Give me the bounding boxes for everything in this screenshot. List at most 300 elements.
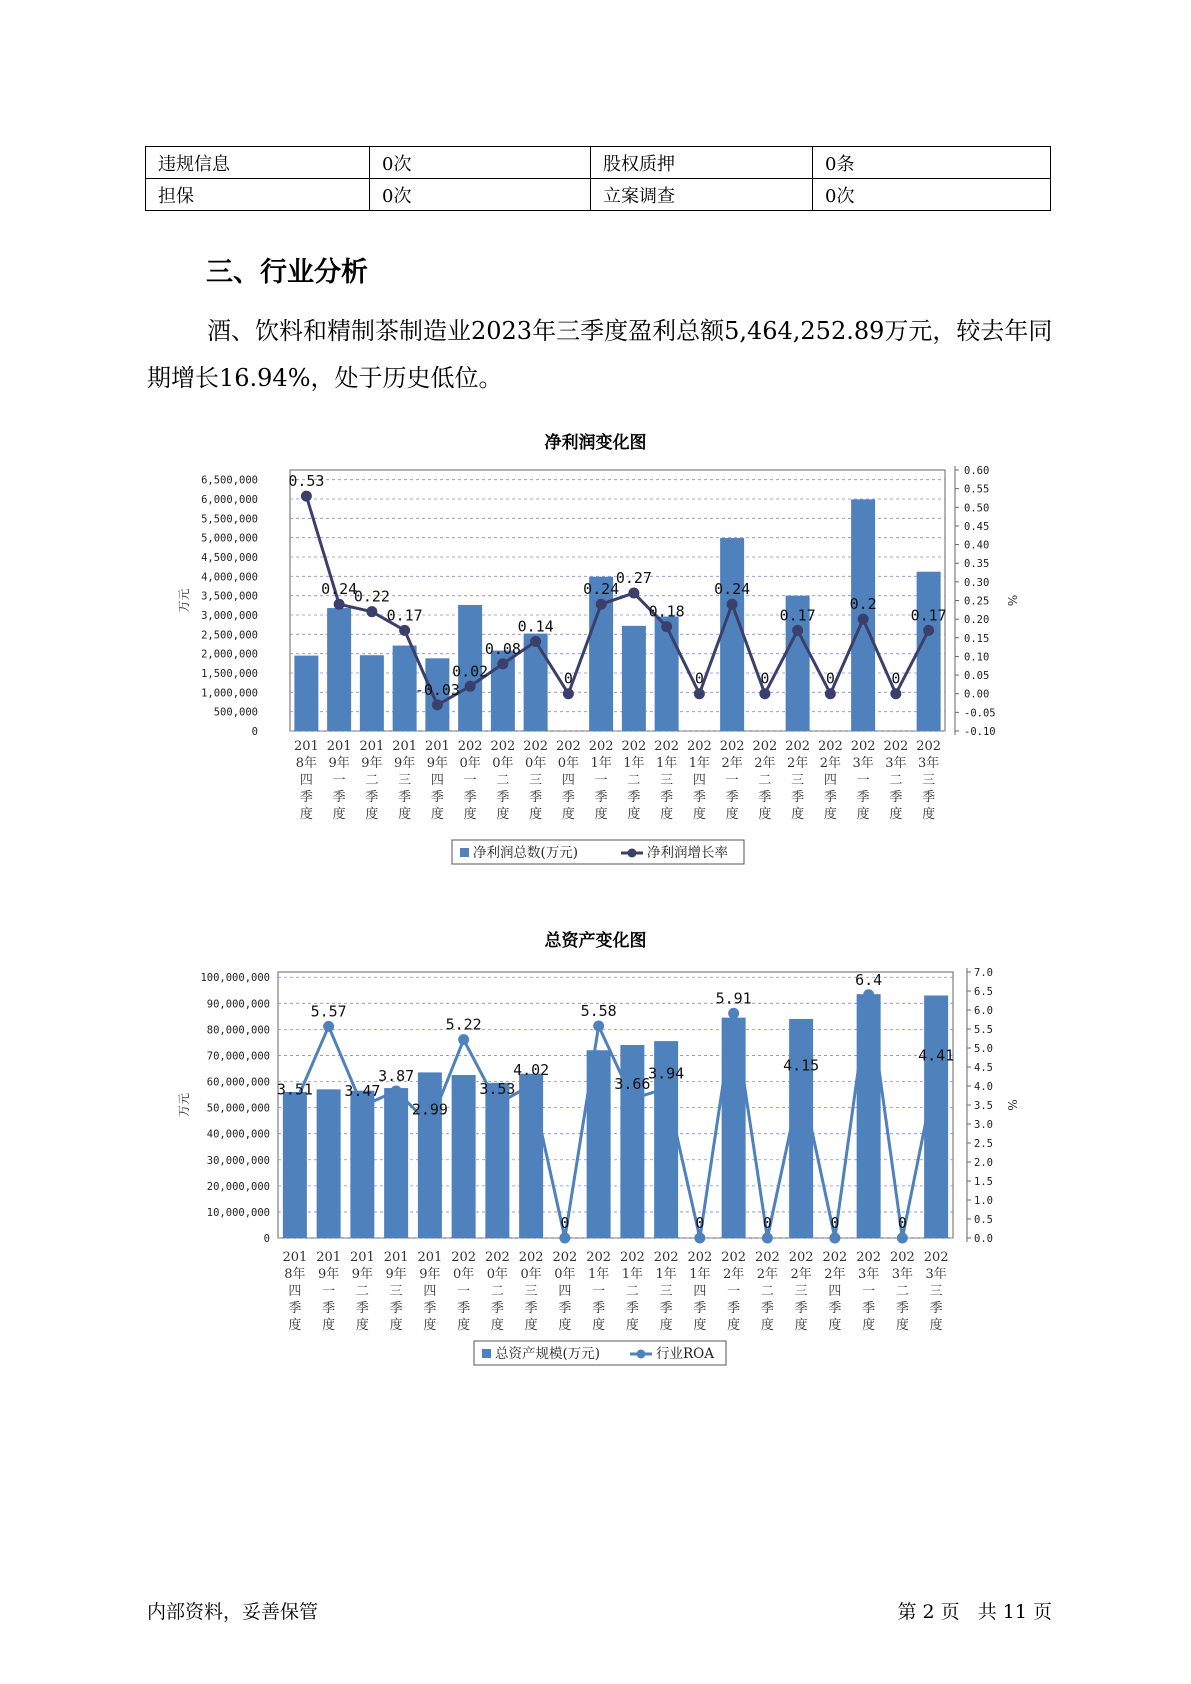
x-tick-label: 季: [365, 790, 379, 805]
x-tick-label: 度: [355, 1318, 369, 1333]
x-tick-label: 度: [592, 1318, 606, 1333]
page-number: 第 2 页 共 11 页: [897, 1601, 1052, 1623]
x-tick-label: 季: [529, 790, 543, 805]
x-tick-label: 201: [326, 739, 352, 754]
y-tick-label-left: 1,500,000: [201, 668, 258, 680]
x-tick-label: 二: [490, 1284, 504, 1299]
line-point: [796, 1075, 807, 1086]
line-point: [863, 989, 874, 1000]
x-tick-label: 202: [923, 1250, 949, 1265]
x-tick-label: 三: [389, 1284, 403, 1299]
x-tick-label: 一: [594, 773, 608, 788]
y-tick-label-right: 4.0: [974, 1081, 993, 1093]
x-tick-label: 202: [883, 739, 909, 754]
x-tick-label: 201: [383, 1250, 409, 1265]
y-tick-label-right: 0.40: [964, 539, 990, 552]
x-tick-label: 度: [322, 1318, 336, 1333]
x-tick-label: 季: [823, 790, 837, 805]
data-label: 4.02: [513, 1061, 550, 1080]
data-label: 0.53: [288, 472, 325, 491]
line-point: [897, 1233, 908, 1244]
y-tick-label-right: 0.35: [964, 558, 990, 571]
data-label: 3.51: [276, 1080, 313, 1099]
section-title: 三、行业分析: [206, 257, 368, 288]
x-tick-label: 度: [288, 1318, 302, 1333]
bar: [622, 626, 646, 731]
x-tick-label: 202: [719, 739, 745, 754]
x-tick-label: 一: [322, 1284, 336, 1299]
x-tick-label: 2年: [721, 756, 743, 771]
x-tick-label: 1年: [590, 756, 612, 771]
line-point: [931, 1065, 942, 1076]
line-point: [661, 621, 672, 632]
y-tick-label-left: 3,000,000: [201, 610, 258, 622]
x-tick-label: 度: [922, 807, 936, 822]
x-tick-label: 201: [359, 739, 385, 754]
data-label: -0.03: [414, 680, 460, 699]
x-tick-label: 202: [916, 739, 942, 754]
bar: [360, 655, 384, 731]
x-tick-label: 度: [760, 1318, 774, 1333]
x-tick-label: 201: [349, 1250, 375, 1265]
data-label: 0.24: [714, 580, 751, 599]
x-tick-label: 季: [490, 1301, 504, 1316]
data-label: 3.87: [378, 1066, 415, 1085]
data-label: 4.41: [918, 1046, 955, 1065]
table-row: [146, 147, 1051, 179]
y-tick-label-right: 0.20: [964, 614, 990, 627]
x-tick-label: 度: [529, 807, 543, 822]
y-tick-label-right: 0.15: [964, 632, 990, 645]
x-tick-label: 0年: [554, 1267, 576, 1282]
x-tick-label: 3年: [925, 1267, 947, 1282]
x-tick-label: 9年: [328, 756, 350, 771]
x-tick-label: 季: [725, 790, 739, 805]
data-label: 5.57: [310, 1002, 347, 1021]
bar: [789, 1019, 813, 1238]
x-tick-label: 202: [788, 1250, 814, 1265]
x-tick-label: 1年: [623, 756, 645, 771]
y-tick-label-left: 2,000,000: [201, 648, 258, 661]
line-point: [762, 1233, 773, 1244]
y-tick-label-right: 5.5: [974, 1024, 993, 1036]
y-tick-label-left: 500,000: [213, 706, 258, 719]
y-tick-label-right: 0.05: [964, 670, 990, 683]
x-tick-label: 四: [561, 773, 575, 788]
x-tick-label: 8年: [295, 756, 318, 771]
x-tick-label: 度: [299, 807, 313, 822]
data-label: 0.22: [353, 587, 390, 606]
x-tick-label: 9年: [419, 1267, 441, 1282]
x-tick-label: 202: [588, 739, 614, 754]
x-tick-label: 201: [392, 739, 418, 754]
line-point: [465, 681, 476, 692]
y-tick-label-left: 20,000,000: [206, 1180, 270, 1193]
y-tick-label-right: 0.5: [974, 1214, 993, 1226]
x-tick-label: 202: [889, 1250, 915, 1265]
line-point: [829, 1233, 840, 1244]
x-tick-label: 度: [496, 807, 510, 822]
x-tick-label: 1年: [655, 756, 678, 771]
x-tick-label: 度: [561, 807, 575, 822]
bar: [722, 1018, 746, 1238]
x-tick-label: 202: [552, 1250, 578, 1265]
x-tick-label: 2年: [786, 756, 809, 771]
line-point: [492, 1098, 503, 1109]
x-tick-label: 2年: [754, 756, 776, 771]
x-tick-label: 201: [293, 739, 319, 754]
x-tick-label: 季: [693, 1301, 707, 1316]
x-tick-label: 季: [355, 1301, 369, 1316]
y-tick-label-left: 6,000,000: [201, 494, 258, 506]
x-tick-label: 一: [727, 1284, 741, 1299]
x-tick-label: 季: [659, 1301, 673, 1316]
x-tick-label: 四: [299, 773, 313, 788]
x-tick-label: 二: [889, 773, 903, 788]
y-tick-label-right: 0.55: [964, 483, 990, 496]
y-tick-label-left: 2,500,000: [201, 629, 258, 642]
x-tick-label: 季: [760, 1301, 774, 1316]
data-label: 0.24: [321, 580, 358, 599]
data-label: 0: [560, 1214, 570, 1232]
x-tick-label: 2年: [819, 756, 842, 771]
table-cell: 0条: [813, 147, 1051, 179]
x-tick-label: 201: [316, 1250, 342, 1265]
y-tick-label-right: -0.05: [964, 707, 996, 720]
x-tick-label: 季: [758, 790, 772, 805]
data-label: 6.4: [855, 970, 883, 989]
bar: [294, 656, 318, 731]
x-tick-label: 202: [752, 739, 778, 754]
x-tick-label: 度: [828, 1318, 842, 1333]
data-label: 0: [760, 669, 770, 688]
x-tick-label: 度: [791, 807, 805, 822]
data-label: 0: [694, 669, 704, 688]
data-label: 0: [830, 1214, 840, 1232]
x-tick-label: 202: [654, 739, 680, 754]
legend-label: 净利润总数(万元): [473, 845, 579, 861]
chart-title-net-profit: 净利润变化图: [544, 433, 647, 453]
analysis-paragraph: 酒、饮料和精制茶制造业2023年三季度盈利总额5,464,252.89万元，较去年同期增长16.94%，处于历史低位。: [147, 317, 1053, 392]
line-point: [530, 636, 541, 647]
bar: [384, 1088, 408, 1238]
x-tick-label: 度: [430, 807, 444, 822]
x-tick-label: 季: [299, 790, 313, 805]
y-tick-label-right: 4.5: [974, 1062, 993, 1074]
line-point: [728, 1008, 739, 1019]
x-tick-label: 202: [555, 739, 581, 754]
x-tick-label: 8年: [284, 1267, 306, 1282]
y-tick-label-left: 5,000,000: [201, 532, 258, 545]
y-tick-label-right: 2.5: [974, 1138, 993, 1150]
y-tick-label-left: 10,000,000: [206, 1206, 270, 1219]
y-tick-label-right: 0.0: [974, 1233, 993, 1245]
y-tick-label-left: 30,000,000: [206, 1154, 270, 1167]
line-point: [825, 688, 836, 699]
table-cell: 立案调查: [591, 179, 813, 211]
x-tick-label: 202: [785, 739, 811, 754]
line-point: [596, 599, 607, 610]
x-tick-label: 201: [417, 1250, 443, 1265]
x-tick-label: 3年: [852, 756, 874, 771]
x-tick-label: 度: [490, 1318, 504, 1333]
legend-line-marker: [637, 1350, 646, 1359]
x-tick-label: 202: [721, 1250, 747, 1265]
y-tick-label-left: 5,500,000: [201, 513, 258, 526]
x-tick-label: 季: [558, 1301, 572, 1316]
x-tick-label: 度: [692, 807, 706, 822]
x-tick-label: 季: [627, 790, 641, 805]
x-tick-label: 四: [288, 1284, 302, 1299]
x-tick-label: 1年: [587, 1267, 610, 1282]
x-tick-label: 三: [660, 773, 674, 788]
x-tick-label: 度: [725, 807, 739, 822]
x-tick-label: 度: [627, 807, 641, 822]
bar: [917, 572, 941, 731]
y-tick-label-right: 0.00: [964, 688, 990, 701]
bar: [393, 646, 417, 731]
y-tick-label-left: 3,500,000: [201, 590, 258, 603]
x-tick-label: 0年: [520, 1267, 542, 1282]
x-tick-label: 度: [524, 1318, 538, 1333]
x-tick-label: 季: [828, 1301, 842, 1316]
line-point: [593, 1020, 604, 1031]
data-label: 4.15: [783, 1056, 820, 1075]
x-tick-label: 202: [484, 1250, 510, 1265]
x-tick-label: 一: [332, 773, 346, 788]
x-tick-label: 二: [625, 1284, 639, 1299]
y-axis-title-left: 万元: [177, 1092, 191, 1118]
x-tick-label: 度: [423, 1318, 437, 1333]
x-tick-label: 3年: [891, 1267, 914, 1282]
x-tick-label: 一: [463, 773, 477, 788]
data-label: 0.24: [583, 580, 620, 599]
line-point: [334, 599, 345, 610]
data-label: 0.18: [648, 602, 685, 621]
net-profit-chart: [0, 455, 1191, 875]
data-label: 5.91: [715, 989, 752, 1008]
table-cell: 违规信息: [146, 147, 370, 179]
line-point: [497, 658, 508, 669]
x-tick-label: 季: [463, 790, 477, 805]
x-tick-label: 度: [895, 1318, 909, 1333]
line-point: [432, 699, 443, 710]
x-tick-label: 四: [693, 1284, 707, 1299]
y-tick-label-left: 4,000,000: [201, 571, 258, 584]
table-cell: 股权质押: [591, 147, 813, 179]
y-tick-label-left: 100,000,000: [200, 972, 270, 985]
x-tick-label: 一: [862, 1284, 876, 1299]
line-point: [399, 625, 410, 636]
x-tick-label: 季: [457, 1301, 471, 1316]
x-tick-label: 一: [592, 1284, 606, 1299]
x-tick-label: 0年: [557, 756, 580, 771]
x-tick-label: 季: [332, 790, 346, 805]
x-tick-label: 一: [856, 773, 870, 788]
data-label: 3.53: [479, 1079, 516, 1098]
legend-label: 行业ROA: [656, 1346, 714, 1362]
x-tick-label: 季: [430, 790, 444, 805]
x-tick-label: 202: [586, 1250, 612, 1265]
y-tick-label-right: 1.0: [974, 1195, 993, 1207]
data-label: 0.2: [849, 595, 877, 614]
y-tick-label-left: 6,500,000: [201, 474, 258, 487]
x-tick-label: 9年: [393, 756, 416, 771]
x-tick-label: 季: [922, 790, 936, 805]
x-tick-label: 季: [288, 1301, 302, 1316]
y-tick-label-left: 40,000,000: [206, 1128, 270, 1141]
y-tick-label-left: 0: [263, 1233, 270, 1245]
line-point: [727, 599, 738, 610]
line-point: [458, 1034, 469, 1045]
x-tick-label: 二: [365, 773, 379, 788]
x-tick-label: 三: [922, 773, 936, 788]
y-tick-label-right: 3.5: [974, 1100, 993, 1112]
info-table: [145, 146, 1051, 211]
x-tick-label: 一: [725, 773, 739, 788]
data-label: 0.17: [910, 606, 947, 625]
x-tick-label: 度: [625, 1318, 639, 1333]
legend-bar-swatch: [482, 1349, 491, 1358]
y-tick-label-left: 1,000,000: [201, 687, 258, 700]
data-label: 2.99: [411, 1100, 448, 1119]
x-tick-label: 0年: [492, 756, 514, 771]
line-point: [792, 625, 803, 636]
x-tick-label: 202: [523, 739, 549, 754]
y-axis-title-left: 万元: [177, 588, 191, 613]
x-tick-label: 202: [856, 1250, 882, 1265]
x-tick-label: 201: [424, 739, 450, 754]
line-point: [323, 1021, 334, 1032]
chart-title-total-assets: 总资产变化图: [544, 931, 647, 951]
x-tick-label: 度: [398, 807, 412, 822]
x-tick-label: 0年: [524, 756, 547, 771]
x-tick-label: 1年: [655, 1267, 677, 1282]
table-cell: 0次: [370, 179, 591, 211]
x-tick-label: 二: [760, 1284, 774, 1299]
line-point: [694, 1233, 705, 1244]
data-label: 0: [891, 669, 901, 688]
x-tick-label: 三: [929, 1284, 943, 1299]
x-tick-label: 2年: [824, 1267, 846, 1282]
data-label: 0.17: [386, 606, 423, 625]
y-axis-title-right: %: [1005, 1099, 1019, 1111]
data-label: 0: [695, 1214, 705, 1232]
x-tick-label: 202: [457, 739, 483, 754]
data-label: 0: [897, 1214, 907, 1232]
table-cell: 担保: [146, 179, 370, 211]
data-label: 0.02: [452, 662, 489, 681]
x-tick-label: 度: [332, 807, 346, 822]
x-tick-label: 202: [687, 1250, 713, 1265]
legend-line-marker: [628, 849, 637, 858]
x-tick-label: 季: [862, 1301, 876, 1316]
bar: [452, 1075, 476, 1238]
line-point: [890, 688, 901, 699]
x-tick-label: 202: [518, 1250, 544, 1265]
x-tick-label: 1年: [689, 1267, 711, 1282]
y-tick-label-right: -0.10: [964, 726, 996, 738]
x-tick-label: 四: [423, 1284, 437, 1299]
x-tick-label: 201: [282, 1250, 308, 1265]
x-tick-label: 0年: [459, 756, 481, 771]
y-tick-label-right: 0.10: [964, 651, 990, 664]
data-label: 3.47: [344, 1082, 381, 1101]
y-tick-label-right: 6.0: [974, 1005, 993, 1017]
x-tick-label: 三: [794, 1284, 808, 1299]
x-tick-label: 季: [561, 790, 575, 805]
x-tick-label: 202: [490, 739, 516, 754]
x-tick-label: 202: [754, 1250, 780, 1265]
x-tick-label: 度: [389, 1318, 403, 1333]
x-tick-label: 202: [822, 1250, 848, 1265]
x-tick-label: 季: [594, 790, 608, 805]
x-tick-label: 季: [592, 1301, 606, 1316]
line-point: [628, 588, 639, 599]
data-label: 0: [825, 669, 835, 688]
x-tick-label: 202: [653, 1250, 679, 1265]
y-tick-label-right: 1.5: [974, 1176, 993, 1188]
data-label: 5.58: [580, 1001, 617, 1020]
y-tick-label-left: 80,000,000: [206, 1024, 270, 1037]
bar: [317, 1089, 341, 1238]
x-tick-label: 季: [929, 1301, 943, 1316]
line-point: [563, 688, 574, 699]
y-tick-label-right: 2.0: [974, 1157, 993, 1169]
data-label: 0: [762, 1214, 772, 1232]
data-label: 3.66: [614, 1074, 651, 1093]
y-tick-label-right: 6.5: [974, 986, 993, 998]
y-tick-label-right: 0.60: [964, 465, 990, 477]
x-tick-label: 9年: [385, 1267, 407, 1282]
x-tick-label: 季: [791, 790, 805, 805]
line-point: [559, 1233, 570, 1244]
x-tick-label: 季: [794, 1301, 808, 1316]
line-point: [858, 614, 869, 625]
data-label: 0.17: [779, 606, 816, 625]
x-tick-label: 季: [389, 1301, 403, 1316]
legend-bar-swatch: [460, 848, 469, 857]
x-tick-label: 9年: [317, 1267, 340, 1282]
line-point: [661, 1083, 672, 1094]
x-tick-label: 一: [457, 1284, 471, 1299]
x-tick-label: 季: [322, 1301, 336, 1316]
x-tick-label: 四: [828, 1284, 842, 1299]
line-point: [923, 625, 934, 636]
y-axis-title-right: %: [1005, 594, 1019, 607]
x-tick-label: 2年: [756, 1267, 779, 1282]
x-tick-label: 季: [660, 790, 674, 805]
x-tick-label: 季: [398, 790, 412, 805]
y-tick-label-right: 7.0: [974, 967, 993, 979]
x-tick-label: 三: [524, 1284, 538, 1299]
x-tick-label: 202: [619, 1250, 645, 1265]
footer-confidential: 内部资料，妥善保管: [147, 1601, 319, 1623]
x-tick-label: 三: [659, 1284, 673, 1299]
bar: [720, 538, 744, 731]
bar: [350, 1091, 374, 1238]
x-tick-label: 度: [457, 1318, 471, 1333]
y-tick-label-right: 3.0: [974, 1119, 993, 1131]
x-tick-label: 季: [524, 1301, 538, 1316]
x-tick-label: 季: [423, 1301, 437, 1316]
data-label: 5.22: [445, 1015, 482, 1034]
x-tick-label: 二: [758, 773, 772, 788]
y-tick-label-right: 5.0: [974, 1043, 993, 1055]
x-tick-label: 二: [355, 1284, 369, 1299]
bar: [327, 608, 351, 731]
x-tick-label: 季: [625, 1301, 639, 1316]
